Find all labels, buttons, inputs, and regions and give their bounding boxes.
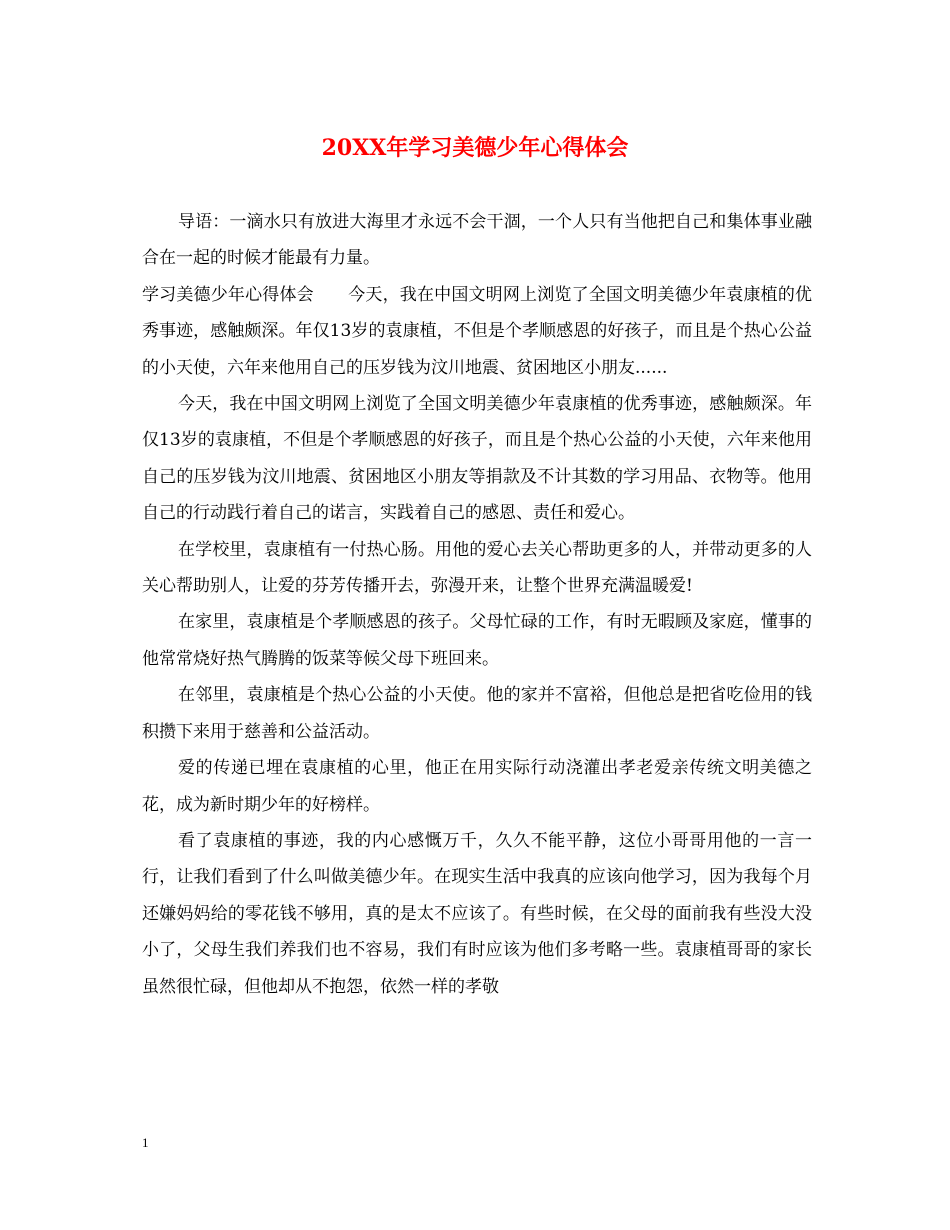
paragraph: 在学校里，袁康植有一付热心肠。用他的爱心去关心帮助更多的人，并带动更多的人关心帮助别人，让爱的芬芳传播开去，弥漫开来，让整个世界充满温暖爱! [142, 539, 812, 597]
paragraph-summary: 学习美德少年心得体会 今天，我在中国文明网上浏览了全国文明美德少年袁康植的优秀事迹，感触颇深。年仅13岁的袁康植，不但是个孝顺感恩的好孩子，而且是个热心公益的小天使，六年来他用自己的压岁钱为汶川地震、贫困地区小朋友...... [142, 284, 812, 378]
page-number: 1 [142, 1135, 149, 1150]
paragraph: 在家里，袁康植是个孝顺感恩的孩子。父母忙碌的工作，有时无暇顾及家庭，懂事的他常常烧好热气腾腾的饭菜等候父母下班回来。 [142, 612, 812, 669]
paragraph-intro: 导语：一滴水只有放进大海里才永远不会干涸，一个人只有当他把自己和集体事业融合在一起的时候才能最有力量。 [142, 212, 812, 269]
document-body [142, 204, 812, 1005]
paragraph: 爱的传递已埋在袁康植的心里，他正在用实际行动浇灌出孝老爱亲传统文明美德之花，成为新时期少年的好榜样。 [142, 758, 812, 815]
document-title: 20XX年学习美德少年心得体会 [321, 135, 629, 161]
paragraph: 今天，我在中国文明网上浏览了全国文明美德少年袁康植的优秀事迹，感触颇深。年仅13岁的袁康植，不但是个孝顺感恩的好孩子，而且是个热心公益的小天使，六年来他用自己的压岁钱为汶川地震、贫困地区小朋友等捐款及不计其数的学习用品、衣物等。他用自己的行动践行着自己的诺言，实践着自己的感恩、责任和爱心。 [142, 394, 812, 524]
paragraph: 看了袁康植的事迹，我的内心感慨万千，久久不能平静，这位小哥哥用他的一言一行，让我们看到了什么叫做美德少年。在现实生活中我真的应该向他学习，因为我每个月还嫌妈妈给的零花钱不够用，真的是太不应该了。有些时候，在父母的面前我有些没大没小了，父母生我们养我们也不容易，我们有时应该为他们多考略一些。袁康植哥哥的家长虽然很忙碌，但他却从不抱怨，依然一样的孝敬 [142, 830, 812, 997]
paragraph: 在邻里，袁康植是个热心公益的小天使。他的家并不富裕，但他总是把省吃俭用的钱积攒下来用于慈善和公益活动。 [142, 685, 812, 742]
